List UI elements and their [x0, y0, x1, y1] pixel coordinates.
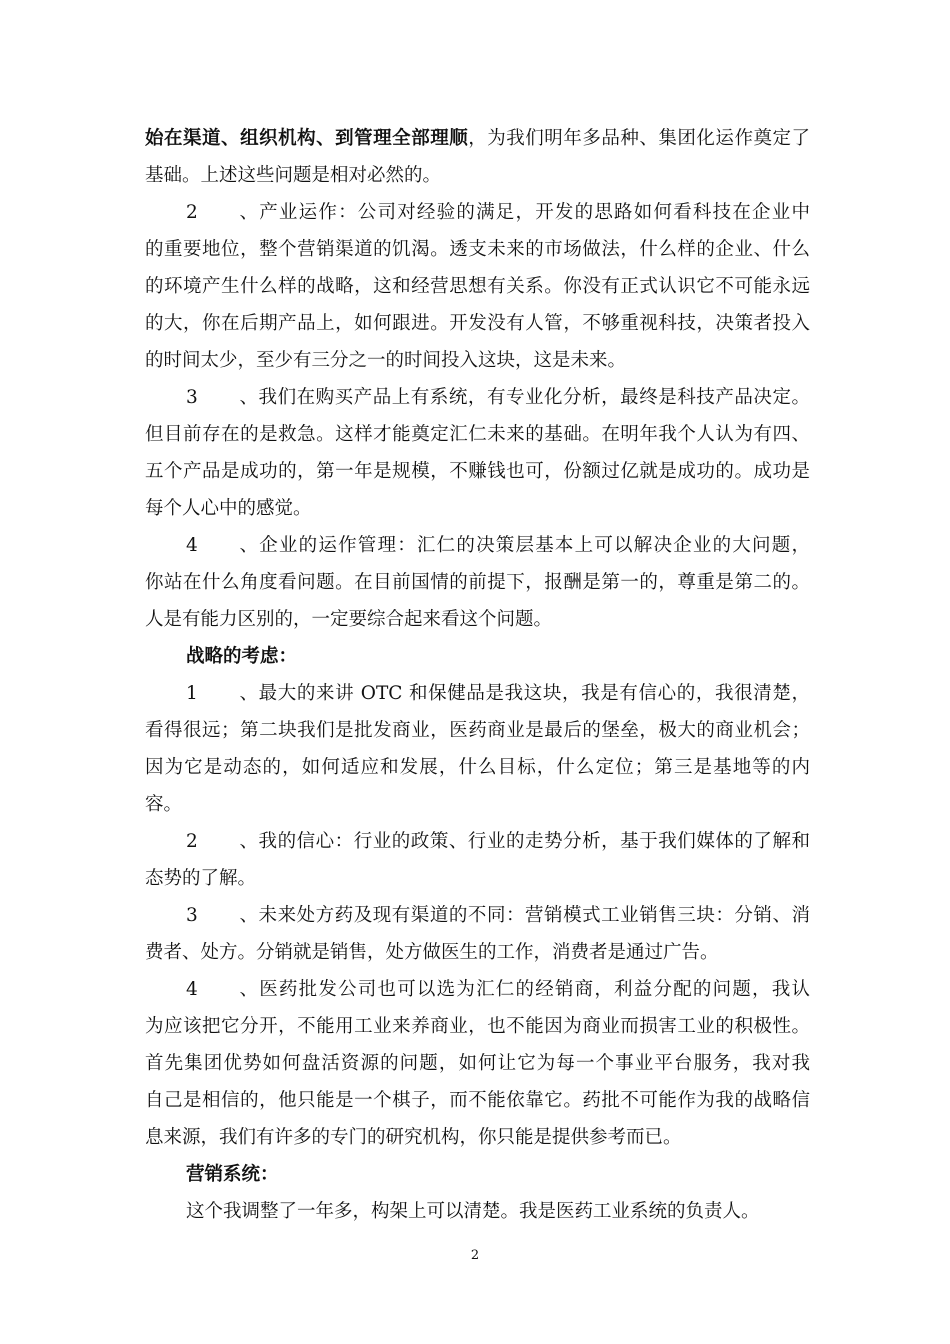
paragraph-line: 费者、处方。分销就是销售，处方做医生的工作，消费者是通过广告。 — [145, 942, 719, 963]
paragraph-line: 的大，你在后期产品上，如何跟进。开发没有人管，不够重视科技，决策者投入 — [145, 313, 810, 334]
item-number: 1、 — [186, 683, 258, 704]
paragraph-line: 息来源，我们有许多的专门的研究机构，你只能是提供参考而已。 — [145, 1127, 682, 1148]
line-text: 未来处方药及现有渠道的不同：营销模式工业销售三块：分销、消 — [258, 905, 810, 926]
numbered-item-line — [186, 681, 810, 707]
item-number: 4、 — [186, 535, 258, 556]
item-number: 2、 — [186, 202, 258, 223]
paragraph-line: 态势的了解。 — [145, 868, 257, 889]
paragraph-line: 为应该把它分开，不能用工业来养商业，也不能因为商业而损害工业的积极性。 — [145, 1016, 810, 1037]
paragraph-line: 自己是相信的，他只能是一个棋子，而不能依靠它。药批不可能作为我的战略信 — [145, 1090, 810, 1111]
item-number: 2、 — [186, 831, 258, 852]
item-number: 3、 — [186, 905, 258, 926]
numbered-item-line — [186, 977, 810, 1003]
paragraph-line: 容。 — [145, 794, 183, 815]
line-text: 医药批发公司也可以选为汇仁的经销商，利益分配的问题，我认 — [258, 979, 810, 1000]
paragraph-line: 这个我调整了一年多，构架上可以清楚。我是医药工业系统的负责人。 — [186, 1201, 760, 1222]
paragraph-line: 人是有能力区别的，一定要综合起来看这个问题。 — [145, 609, 553, 630]
paragraph-line: 看得很远；第二块我们是批发商业，医药商业是最后的堡垒，极大的商业机会； — [145, 720, 810, 741]
numbered-item-line — [186, 829, 810, 855]
numbered-item-line — [186, 385, 810, 411]
line-text: 我的信心：行业的政策、行业的走势分析，基于我们媒体的了解和 — [258, 831, 810, 852]
paragraph-line: 因为它是动态的，如何适应和发展，什么目标，什么定位；第三是基地等的内 — [145, 757, 810, 778]
paragraph-line: 首先集团优势如何盘活资源的问题，如何让它为每一个事业平台服务，我对我 — [145, 1053, 810, 1074]
paragraph-line: 的重要地位，整个营销渠道的饥渴。透支未来的市场做法，什么样的企业、什么 — [145, 239, 810, 260]
paragraph-line: 基础。上述这些问题是相对必然的。 — [145, 165, 442, 186]
line-text: ，为我们明年多品种、集团化运作奠定了 — [468, 128, 810, 149]
paragraph-line: 的环境产生什么样的战略，这和经营思想有关系。你没有正式认识它不可能永远 — [145, 276, 810, 297]
numbered-item-line — [186, 903, 810, 929]
line-text: 最大的来讲 OTC 和保健品是我这块，我是有信心的，我很清楚， — [258, 683, 810, 704]
bold-lead-text: 始在渠道、组织机构、到管理全部理顺 — [145, 128, 469, 149]
line-text: 企业的运作管理：汇仁的决策层基本上可以解决企业的大问题， — [258, 535, 810, 556]
numbered-item-line — [186, 200, 810, 226]
page-number: 2 — [470, 1248, 480, 1263]
item-number: 3、 — [186, 387, 258, 408]
paragraph-line: 的时间太少，至少有三分之一的时间投入这块，这是未来。 — [145, 350, 627, 371]
paragraph-line: 但目前存在的是救急。这样才能奠定汇仁未来的基础。在明年我个人认为有四、 — [145, 424, 810, 445]
paragraph-line: 每个人心中的感觉。 — [145, 498, 312, 519]
paragraph-line — [145, 126, 810, 152]
line-text: 产业运作：公司对经验的满足，开发的思路如何看科技在企业中 — [258, 202, 810, 223]
section-heading-strategy: 战略的考虑： — [186, 646, 298, 667]
paragraph-line: 五个产品是成功的，第一年是规模，不赚钱也可，份额过亿就是成功的。成功是 — [145, 461, 810, 482]
section-heading-marketing: 营销系统： — [186, 1164, 279, 1185]
numbered-item-line — [186, 533, 810, 559]
line-text: 我们在购买产品上有系统，有专业化分析，最终是科技产品决定。 — [258, 387, 810, 408]
paragraph-line: 你站在什么角度看问题。在目前国情的前提下，报酬是第一的，尊重是第二的。 — [145, 572, 810, 593]
item-number: 4、 — [186, 979, 258, 1000]
